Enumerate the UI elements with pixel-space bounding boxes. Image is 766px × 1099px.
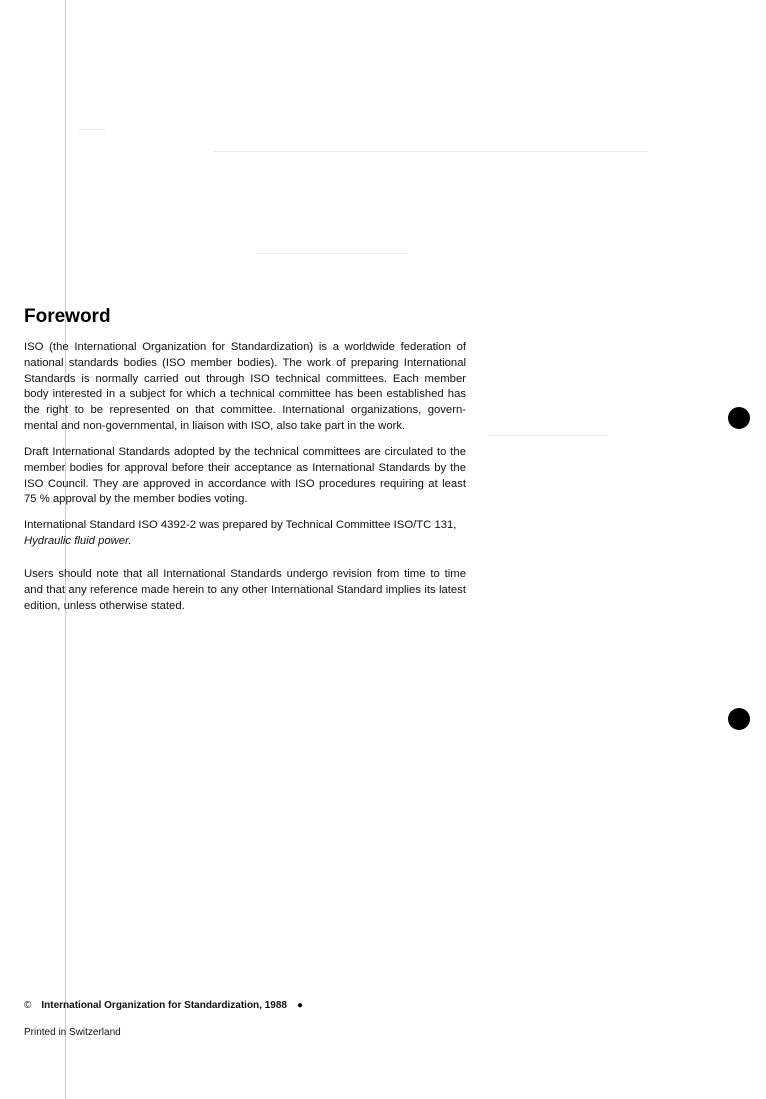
copyright-text: International Organization for Standardization, 1988 bbox=[41, 1000, 287, 1011]
faint-scan-mark bbox=[488, 435, 608, 436]
binder-hole-mark bbox=[728, 708, 750, 730]
body-paragraph: Users should note that all International Standards undergo revision from time to time and that any reference made herein to any other International Standard implies its latest edition, unless otherwise stated. bbox=[24, 568, 466, 612]
bullet-mark: ● bbox=[296, 1000, 304, 1011]
body-paragraph: ISO (the International Organization for Standardization) is a worldwide federation of national standards bodies (ISO member bodies). The work of preparing International Standards is normally carried out through ISO technical committees. Each member body interested in a subject for which a technical committee has been established has the right to be represented on that committee. International organizations, govern- mental and non-governmental, in liaison with ISO, also take part in the work. bbox=[24, 341, 466, 432]
copyright-symbol: © bbox=[24, 1000, 32, 1011]
faint-scan-mark bbox=[79, 129, 105, 130]
standard-source-text: International Standard ISO 4392-2 was prepared by Technical Committee ISO/TC 131, bbox=[24, 519, 457, 531]
binder-hole-mark bbox=[728, 407, 750, 429]
body-paragraph: Draft International Standards adopted by the technical committees are circulated to the member bodies for approval before their acceptance as International Standards by the ISO Council. They are approved in accordance with ISO procedures requiring at least 75 % approval by the member bodies voting. bbox=[24, 446, 466, 506]
copyright-notice bbox=[24, 1000, 303, 1011]
faint-scan-mark bbox=[213, 151, 648, 152]
faint-scan-mark bbox=[257, 253, 407, 254]
committee-title: Hydraulic fluid power. bbox=[24, 534, 132, 547]
printed-location: Printed in Switzerland bbox=[24, 1027, 121, 1038]
standard-source-paragraph bbox=[24, 518, 466, 550]
page-title: Foreword bbox=[24, 306, 111, 327]
